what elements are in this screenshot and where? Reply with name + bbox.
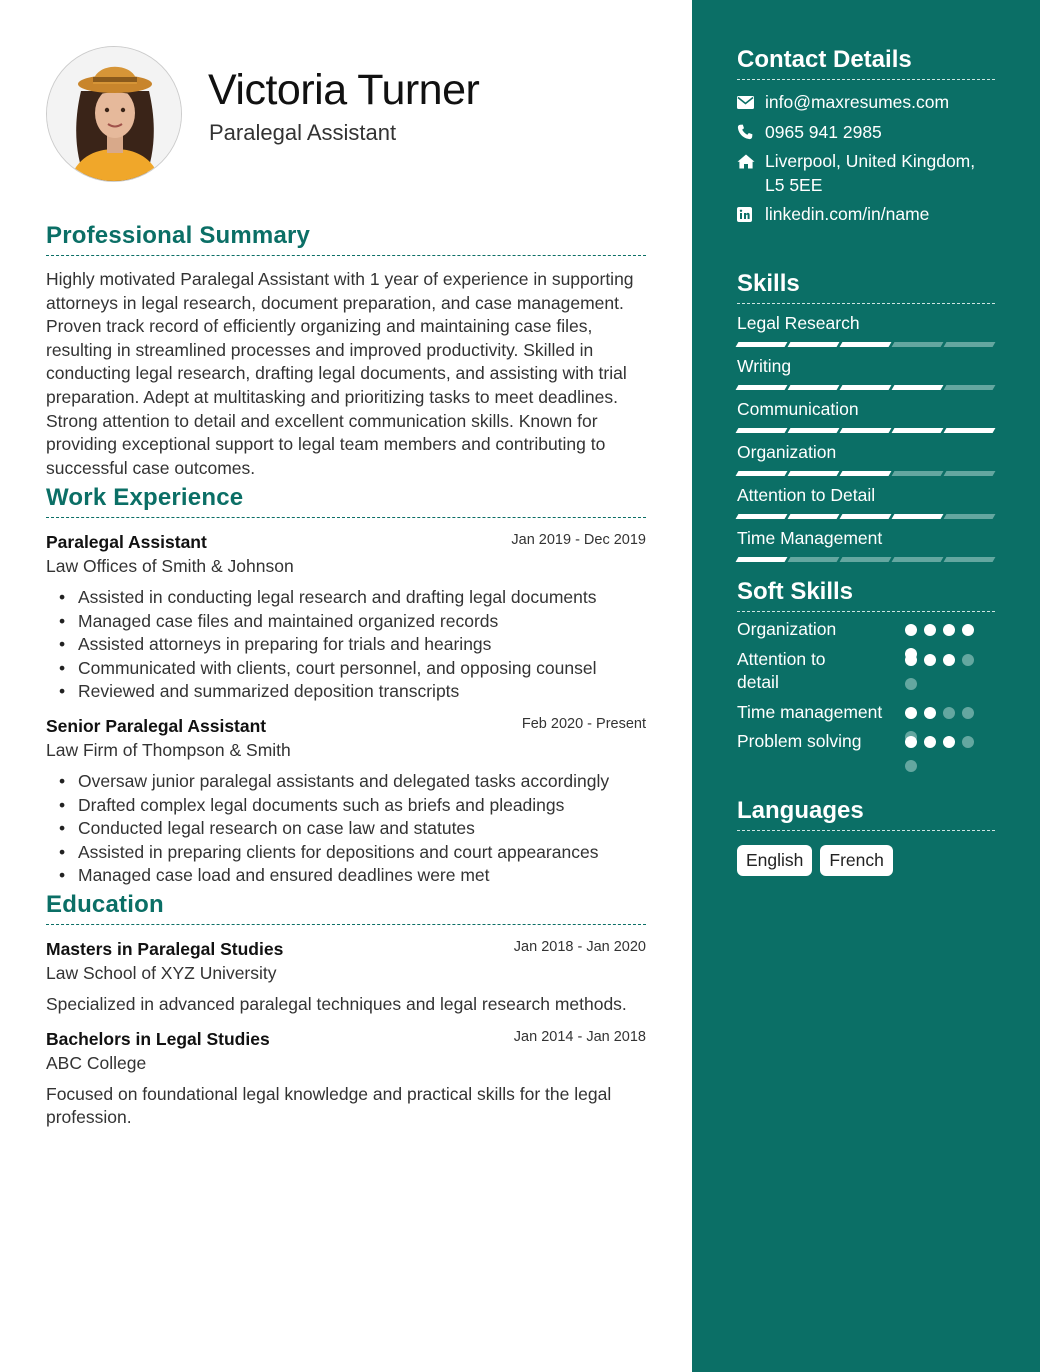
job-bullet: • Communicated with clients, court personnel, and opposing counsel <box>78 657 646 681</box>
rating-dot <box>962 624 974 636</box>
rating-dot <box>962 707 974 719</box>
profile-photo <box>47 47 182 182</box>
rating-dot <box>905 654 917 666</box>
job-bullet: • Managed case files and maintained organized records <box>78 610 646 634</box>
rating-dot <box>943 736 955 748</box>
skill-level-bar <box>737 342 995 347</box>
skill-level-bar <box>737 557 995 562</box>
skill-level-segment <box>788 342 840 347</box>
rating-dot <box>962 654 974 666</box>
job-entry <box>46 716 646 888</box>
rating-dot <box>905 678 917 690</box>
rating-dot <box>905 624 917 636</box>
avatar <box>46 46 182 182</box>
education-dates: Jan 2014 - Jan 2018 <box>513 1028 646 1045</box>
skill-level-segment <box>788 557 840 562</box>
rating-dot <box>943 624 955 636</box>
summary-heading: Professional Summary <box>46 222 646 256</box>
skill-level-segment <box>892 514 944 519</box>
skill-name: Communication <box>737 399 859 419</box>
skill-item <box>737 356 995 390</box>
contact-heading: Contact Details <box>737 46 995 80</box>
skill-level-segment <box>944 471 996 476</box>
job-bullets <box>46 586 646 704</box>
summary-text: Highly motivated Paralegal Assistant with 1 year of experience in supporting attorneys in legal research, document preparation, and case management. Proven track record of efficiently organizing and maintaining case files, resulting in streamlined processes and improved productivity. Skilled in conducting legal research, drafting legal documents, and assisting with trial preparation. Adept at multitasking and prioritizing tasks to meet deadlines. Strong attention to detail and excellent communication skills. Known for providing exceptional support to legal team members and contributing to successful case outcomes. <box>46 269 634 478</box>
skill-level-segment <box>736 514 788 519</box>
skill-item <box>737 485 995 519</box>
education-heading: Education <box>46 891 646 925</box>
address-text: Liverpool, United Kingdom, L5 5EE <box>765 151 976 195</box>
school-name: ABC College <box>46 1052 147 1073</box>
contact-linkedin[interactable] <box>737 203 995 227</box>
job-entry <box>46 532 646 704</box>
education-section <box>46 891 646 1130</box>
experience-heading: Work Experience <box>46 484 646 518</box>
skill-level-segment <box>892 428 944 433</box>
language-tag: English <box>737 845 812 876</box>
contact-phone[interactable] <box>737 121 995 145</box>
skill-item <box>737 313 995 347</box>
skill-name: Attention to Detail <box>737 485 876 505</box>
job-title: Senior Paralegal Assistant <box>46 715 267 736</box>
education-dates: Jan 2018 - Jan 2020 <box>513 939 646 955</box>
skill-name: Organization <box>737 442 837 462</box>
soft-skills-section <box>737 578 995 754</box>
skills-list <box>737 313 995 562</box>
linkedin-text: linkedin.com/in/name <box>765 204 930 224</box>
experience-section <box>46 484 646 888</box>
job-bullet: • Managed case load and ensured deadlines were met <box>78 864 646 888</box>
soft-skill-name: Organization <box>737 619 837 639</box>
phone-icon <box>737 121 765 144</box>
contact-section <box>737 46 995 227</box>
skill-level-segment <box>840 471 892 476</box>
soft-skills-heading: Soft Skills <box>737 578 995 612</box>
rating-dot <box>924 624 936 636</box>
skill-level-segment <box>840 514 892 519</box>
languages-section <box>737 797 995 876</box>
rating-dot <box>905 736 917 748</box>
skill-level-bar <box>737 514 995 519</box>
skill-name: Legal Research <box>737 313 860 333</box>
education-entry <box>46 1029 646 1130</box>
job-dates: Feb 2020 - Present <box>521 715 646 732</box>
contact-address <box>737 150 995 197</box>
education-entry <box>46 939 646 1017</box>
candidate-title: Paralegal Assistant <box>209 120 397 145</box>
school-name: Law School of XYZ University <box>46 963 277 983</box>
job-bullet: • Conducted legal research on case law and statutes <box>78 817 646 841</box>
skills-heading: Skills <box>737 270 995 304</box>
skill-level-segment <box>736 557 788 562</box>
rating-dot <box>924 736 936 748</box>
skill-level-segment <box>736 471 788 476</box>
skill-level-segment <box>944 557 996 562</box>
rating-dot <box>905 760 917 772</box>
soft-skill-name: Time management <box>737 701 883 722</box>
job-title: Paralegal Assistant <box>46 532 207 552</box>
job-dates: Jan 2019 - Dec 2019 <box>511 532 646 548</box>
job-bullet: • Drafted complex legal documents such as briefs and pleadings <box>78 794 646 818</box>
soft-skill-item <box>737 648 995 695</box>
job-bullet: • Oversaw junior paralegal assistants and delegated tasks accordingly <box>78 770 646 794</box>
candidate-name: Victoria Turner <box>208 66 480 114</box>
skill-level-bar <box>737 471 995 476</box>
skill-level-segment <box>840 557 892 562</box>
soft-skill-name: Problem solving <box>737 731 862 751</box>
soft-skill-rating <box>905 701 995 727</box>
soft-skill-name: Attention to detail <box>737 648 826 692</box>
job-bullets <box>46 770 646 888</box>
skill-name: Time Management <box>737 528 883 548</box>
skill-level-segment <box>840 385 892 390</box>
rating-dot <box>943 707 955 719</box>
skill-level-segment <box>892 471 944 476</box>
skill-level-segment <box>788 428 840 433</box>
contact-email[interactable] <box>737 91 995 115</box>
skill-level-segment <box>788 514 840 519</box>
summary-section <box>46 222 646 480</box>
skill-level-segment <box>788 471 840 476</box>
skill-level-bar <box>737 385 995 390</box>
language-tag: French <box>820 845 892 876</box>
skill-level-bar <box>737 428 995 433</box>
skill-level-segment <box>840 428 892 433</box>
skill-level-segment <box>944 342 996 347</box>
soft-skill-rating <box>905 648 995 674</box>
skill-level-segment <box>944 428 996 433</box>
skill-item <box>737 528 995 562</box>
rating-dot <box>962 736 974 748</box>
skill-level-segment <box>944 514 996 519</box>
skill-item <box>737 399 995 433</box>
education-description: Specialized in advanced paralegal techniques and legal research methods. <box>46 994 627 1014</box>
linkedin-icon <box>737 203 765 226</box>
skill-level-segment <box>788 385 840 390</box>
skill-level-segment <box>892 385 944 390</box>
job-bullet: • Reviewed and summarized deposition transcripts <box>78 680 646 704</box>
languages-heading: Languages <box>737 797 995 831</box>
skill-item <box>737 442 995 476</box>
skill-name: Writing <box>737 356 792 376</box>
job-company: Law Offices of Smith & Johnson <box>46 556 294 576</box>
soft-skill-item <box>737 730 995 754</box>
sidebar <box>692 0 1040 1372</box>
skill-level-segment <box>736 342 788 347</box>
resume-header <box>46 46 646 182</box>
soft-skill-rating <box>905 618 995 644</box>
degree-title: Masters in Paralegal Studies <box>46 939 284 959</box>
skill-level-segment <box>892 342 944 347</box>
rating-dot <box>943 654 955 666</box>
home-icon <box>737 150 765 173</box>
job-bullet: • Assisted in preparing clients for depositions and court appearances <box>78 841 646 865</box>
job-bullet: • Assisted attorneys in preparing for trials and hearings <box>78 633 646 657</box>
soft-skills-list <box>737 618 995 754</box>
rating-dot <box>905 707 917 719</box>
education-description: Focused on foundational legal knowledge and practical skills for the legal profession. <box>46 1083 612 1128</box>
languages-list <box>737 845 995 876</box>
envelope-icon <box>737 91 765 114</box>
degree-title: Bachelors in Legal Studies <box>46 1028 270 1049</box>
skill-level-segment <box>892 557 944 562</box>
rating-dot <box>924 654 936 666</box>
soft-skill-rating <box>905 730 995 756</box>
job-company: Law Firm of Thompson & Smith <box>46 739 291 760</box>
email-text: info@maxresumes.com <box>765 92 950 112</box>
skills-section <box>737 270 995 562</box>
skill-level-segment <box>944 385 996 390</box>
skill-level-segment <box>736 385 788 390</box>
soft-skill-item <box>737 701 995 725</box>
rating-dot <box>924 707 936 719</box>
phone-text: 0965 941 2985 <box>765 121 882 142</box>
job-bullet: • Assisted in conducting legal research and drafting legal documents <box>78 586 646 610</box>
soft-skill-item <box>737 618 995 642</box>
skill-level-segment <box>840 342 892 347</box>
skill-level-segment <box>736 428 788 433</box>
